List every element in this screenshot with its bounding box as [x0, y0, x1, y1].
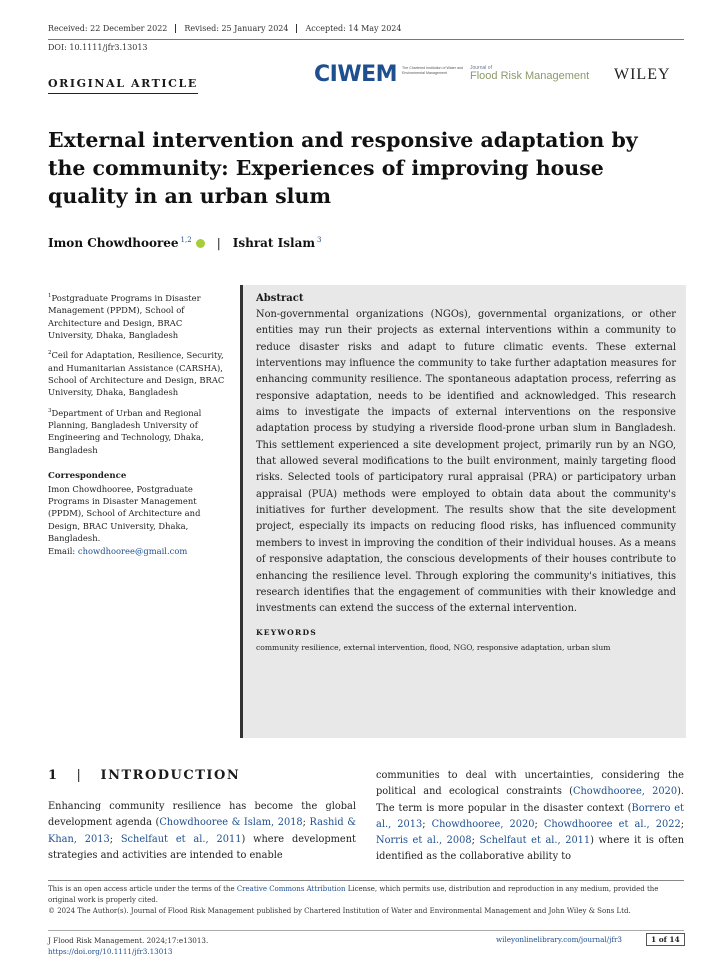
citation-link[interactable]: Chowdhooree et al., 2022 [543, 818, 681, 830]
citation-link[interactable]: Chowdhooree & Islam, 2018 [159, 817, 303, 829]
author-2[interactable]: Ishrat Islam $^3$ [232, 236, 322, 250]
citation-link[interactable]: Schelfaut et al., 2011 [479, 835, 591, 847]
body-text: ; [302, 817, 310, 829]
correspondence-text: Imon Chowdhooree, Postgraduate Programs in Disaster Management (PPDM), School of Architecture and Design, BRAC University, Dhaka, Bangladesh. [48, 483, 201, 544]
doi-top: DOI: 10.1111/jfr3.13013 [48, 43, 148, 52]
body-text: ) where it is often identified as the collaborative ability to [376, 835, 684, 863]
intro-column-2 [376, 768, 684, 866]
body-text: ; [471, 835, 480, 847]
citation-link[interactable]: Norris et al., 2008 [376, 835, 472, 847]
body-text: ) where development strategies and activities are intended to enable [48, 833, 356, 861]
author-1[interactable]: Imon Chowdhooree $^{1,2}$ [48, 236, 192, 250]
body-text: ; [109, 833, 121, 845]
journal-prefix: Journal of [470, 65, 492, 71]
keywords-heading: KEYWORDS [256, 627, 317, 637]
body-text: Enhancing community resilience has become the global development agenda ( [48, 801, 356, 829]
license-divider [48, 880, 684, 881]
citation-link[interactable]: Rashid & Khan, 2013 [48, 817, 356, 845]
introduction-heading: 1 | INTRODUCTION [48, 768, 241, 783]
abstract-accent-bar [240, 285, 243, 738]
affiliation-3: $^3$Department of Urban and Regional Planning, Bangladesh University of Engineering and Technology, Dhaka, Bangladesh [48, 407, 204, 455]
orcid-icon[interactable] [196, 239, 205, 248]
citation-link[interactable]: Chowdhooree, 2020 [573, 786, 678, 798]
article-history [48, 24, 409, 33]
affiliation-2: $^2$Ceil for Adaptation, Resilience, Security, and Humanitarian Assistance (CARSHA), School of Architecture and Design, BRAC University, Dhaka, Bangladesh [48, 350, 225, 398]
footer-citation: J Flood Risk Management. 2024;17:e13013. https://doi.org/10.1111/jfr3.13013 [48, 936, 209, 956]
article-type: ORIGINAL ARTICLE [48, 77, 198, 94]
correspondence-email: Email: chowdhooree@gmail.com [48, 545, 188, 556]
accepted-date: Accepted: 14 May 2024 [296, 24, 409, 33]
citation-link[interactable]: Chowdhooree, 2020 [431, 818, 535, 830]
abstract-heading: Abstract [256, 293, 304, 304]
cc-license-link[interactable]: Creative Commons Attribution [236, 885, 346, 893]
affiliations-column [48, 290, 230, 557]
body-text: ). The term is more popular in the disaster context ( [376, 786, 685, 814]
body-text: communities to deal with uncertainties, considering the political and ecological constraints ( [376, 770, 684, 798]
abstract-box [240, 285, 686, 738]
received-date: Received: 22 December 2022 [48, 24, 168, 33]
journal-name-logo[interactable]: Flood Risk Management [470, 70, 590, 82]
copyright-line: © 2024 The Author(s). Journal of Flood Risk Management published by Chartered Institution of Water and Environmental Management and John Wiley & Sons Ltd. [48, 907, 631, 915]
intro-column-1 [48, 799, 356, 864]
ciwem-subtitle: The Chartered Institution of Water and Environmental Management [402, 66, 463, 75]
journal-url-link[interactable]: wileyonlinelibrary.com/journal/jfr3 [496, 935, 622, 944]
citation-link[interactable]: Borrero et al., 2013 [376, 802, 684, 830]
body-text: ; [680, 818, 684, 830]
citation-link[interactable]: Schelfaut et al., 2011 [120, 833, 242, 845]
email-link[interactable]: chowdhooree@gmail.com [77, 545, 188, 556]
ciwem-logo: CIWEM [314, 62, 398, 87]
author-separator: | [216, 236, 221, 250]
body-text: ; [422, 818, 432, 830]
page-number: 1 of 14 [646, 933, 685, 946]
keywords-list: community resilience, external intervention, flood, NGO, responsive adaptation, urban slum [256, 642, 611, 652]
affiliation-1: $^1$Postgraduate Programs in Disaster Management (PPDM), School of Architecture and Design, BRAC University, Dhaka, Bangladesh [48, 292, 201, 341]
article-title: External intervention and responsive adaptation by the community: Experiences of improving house quality in an urban slum [48, 128, 638, 208]
footer-divider [48, 930, 684, 931]
wiley-logo[interactable]: WILEY [614, 66, 671, 83]
body-text: ; [534, 818, 544, 830]
revised-date: Revised: 25 January 2024 [175, 24, 296, 33]
doi-link[interactable]: https://doi.org/10.1111/jfr3.13013 [48, 947, 173, 956]
author-list [48, 236, 322, 250]
correspondence-heading: Correspondence [48, 471, 127, 482]
header-divider [48, 39, 684, 40]
abstract-body: Non-governmental organizations (NGOs), governmental organizations, or other entities may run their projects as external interventions within a community to reduce disaster risks and adapt to future climatic events. These external interventions may influence the community to take further adaptation measures for enhancing community resilience. The spontaneous adaptation process, referring as responsive adaptation, needs to be identified and acknowledged. This research aims to investigate the impacts of external interventions on the responsive adaptation process by studying a riverside flood-prone urban slum in Bangladesh. This settlement experienced a site development project, primarily run by an NGO, that allowed several modifications to the built environment, mainly targeting flood risks. Selected tools of participatory rural appraisal (PRA) or participatory urban appraisal (PUA) methods were employed to obtain data about the community's initiatives for further development. The results show that the site development project, especially its impacts on reducing flood risks, has influenced community members to invest in improving the condition of their individual houses. As a means of responsive adaptation, the conscious developments of their houses contribute to enhancing the resilience level. Through exploring the community's initiatives, this research identifies that the engagement of communities with their knowledge and investments can extend the success of the external intervention. [256, 309, 676, 615]
license-notice: This is an open access article under the terms of the Creative Commons Attribution License, which permits use, distribution and reproduction in any medium, provided the original work is properly cited. © 2024 The Author(s). Journal of Flood Risk Management published by Chartered Institution of Water and Environmental Management and John Wiley & Sons Ltd. [48, 884, 684, 917]
